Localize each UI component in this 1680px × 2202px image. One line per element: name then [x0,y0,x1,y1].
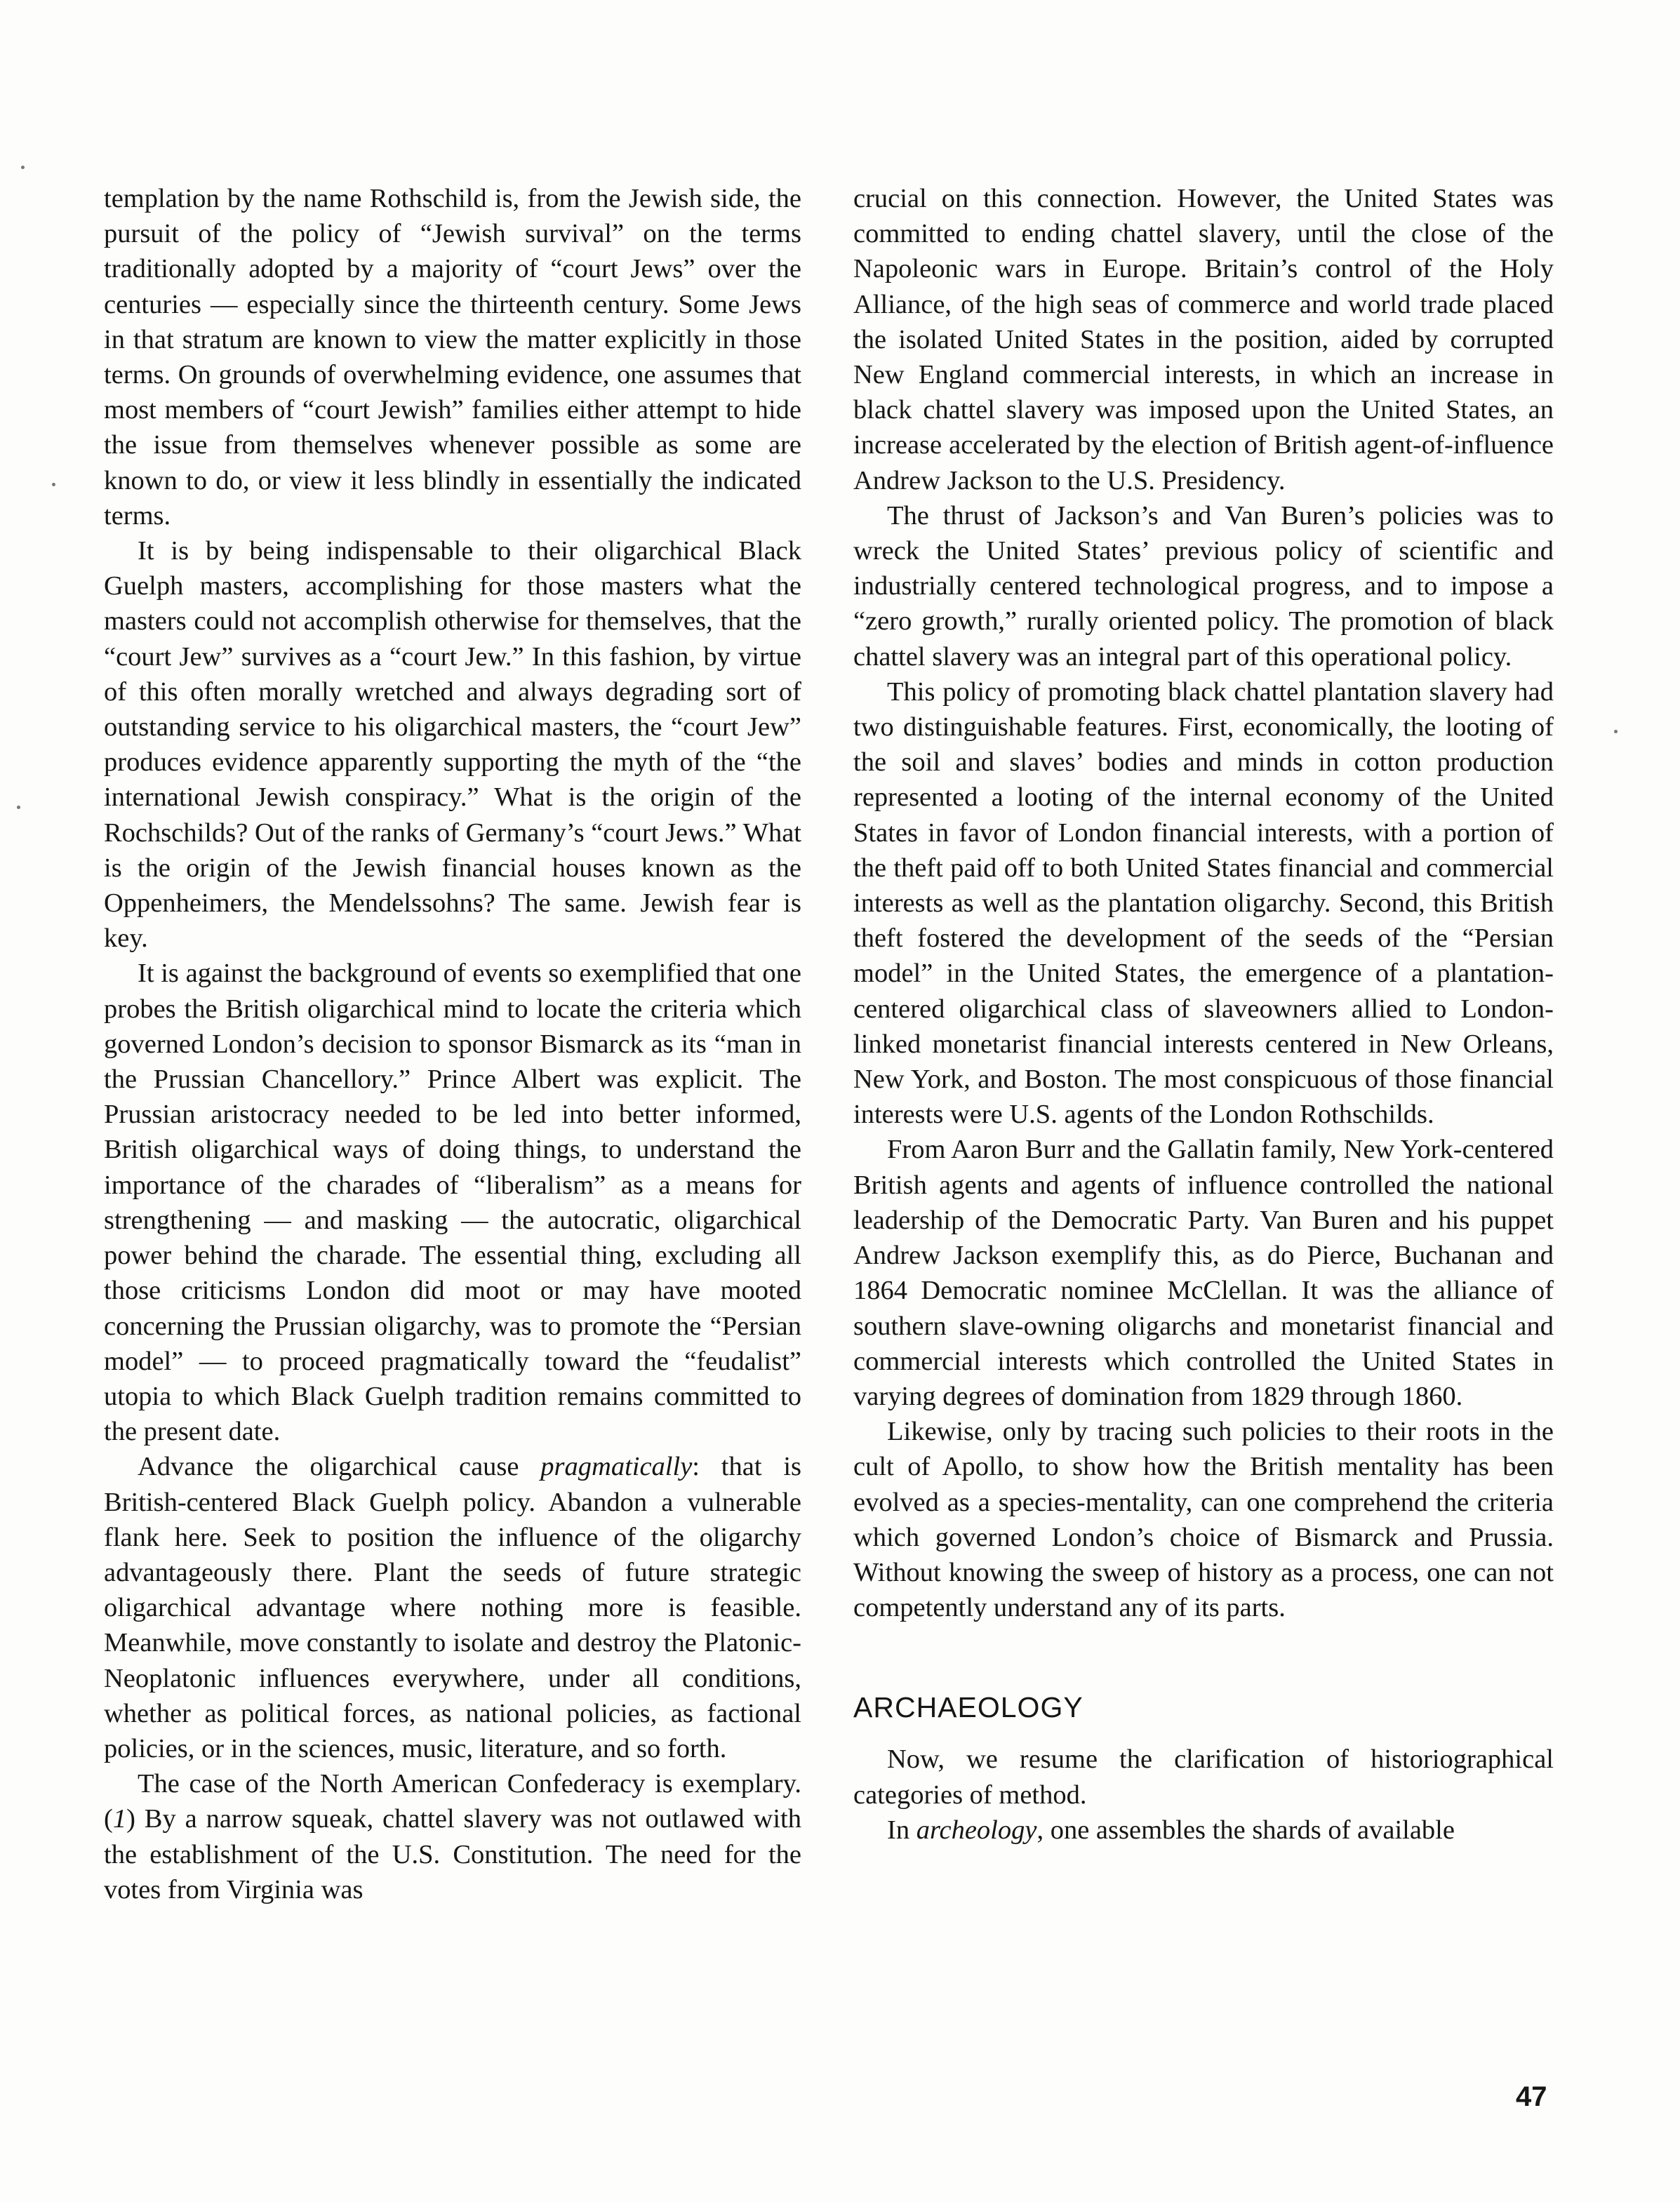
italic-text: archeology [916,1815,1037,1845]
text-run: : that is British-centered Black Guelph policy. Abandon a vulnerable flank here. Seek to position the influence of the oligarchy advantageously there. Plant the seeds of future strategic oligarchical advantage where nothing more is feasible. Meanwhile, move constantly to isolate and destroy the Platonic-Neoplatonic influences everywhere, under all conditions, whether as political forces, as national policies, as factional policies, or in the sciences, music, literature, and so forth. [104,1452,801,1763]
scan-speck [52,483,55,486]
scan-speck [17,806,20,809]
paragraph: It is by being indispensable to their oligarchical Black Guelph masters, accomplishing for those masters what the masters could not accomplish otherwise for themselves, that the “court Jew” survives as a “court Jew.” In this fashion, by virtue of this often morally wretched and always degrading sort of outstanding service to his oligarchical masters, the “court Jew” produces evidence apparently supporting the myth of the “the international Jewish conspiracy.” What is the origin of the Rochschilds? Out of the ranks of Germany’s “court Jews.” What is the origin of the Jewish financial houses known as the Oppenheimers, the Mendelssohns? The same. Jewish fear is key. [104,536,801,954]
scan-speck [21,166,25,169]
paragraph: Now, we resume the clarification of historiographical categories of method. [853,1744,1554,1810]
paragraph: crucial on this connection. However, the United States was committed to ending chattel slavery, until the close of the Napoleonic wars in Europe. Britain’s control of the Holy Alliance, of the high seas of commerce and world trade placed the isolated United States in the position, aided by corrupted New England commercial interests, in which an increase in black chattel slavery was imposed upon the United States, an increase accelerated by the election of British agent-of-influence Andrew Jackson to the U.S. Presidency. [853,184,1554,495]
left-column [104,181,801,1907]
paragraph: This policy of promoting black chattel plantation slavery had two distinguishable features. First, economically, the looting of the soil and slaves’ bodies and minds in cotton production represented a looting of the internal economy of the United States in favor of London financial interests, with a portion of the theft paid off to both United States financial and commercial interests as well as the plantation oligarchy. Second, this British theft fostered the development of the seeds of the “Persian model” in the United States, the emergence of a plantation-centered oligarchical class of slaveowners allied to London-linked monetarist financial interests centered in New Orleans, New York, and Boston. The most conspicuous of those financial interests were U.S. agents of the London Rothschilds. [853,676,1554,1130]
paragraph: It is against the background of events so exemplified that one probes the British oligarchical mind to locate the criteria which governed London’s decision to sponsor Bismarck as its “man in the Prussian Chancellory.” Prince Albert was explicit. The Prussian aristocracy needed to be led into better informed, British oligarchical ways of doing things, to understand the importance of the charades of “liberalism” as a means for strengthening — and masking — the autocratic, oligarchical power behind the charade. The essential thing, excluding all those criticisms London did moot or may have mooted concerning the Prussian oligarchy, was to promote the “Persian model” — to proceed pragmatically toward the “feudalist” utopia to which Black Guelph tradition remains committed to the present date. [104,959,801,1447]
text-run: ) By a narrow squeak, chattel slavery was not outlawed with the establishment of the U.S. Constitution. The need for the votes from Virginia was [104,1804,801,1904]
paragraph: templation by the name Rothschild is, from the Jewish side, the pursuit of the policy of “Jewish survival” on the terms traditionally adopted by a majority of “court Jews” over the centuries — especially since the thirteenth century. Some Jews in that stratum are known to view the matter explicitly in those terms. On grounds of overwhelming evidence, one assumes that most members of “court Jewish” families either attempt to hide the issue from themselves whenever possible as some are known to do, or view it less blindly in essentially the indicated terms. [104,184,801,531]
paragraph: Likewise, only by tracing such policies to their roots in the cult of Apollo, to show how the British mentality has been evolved as a species-mentality, can one comprehend the criteria which governed London’s choice of Bismarck and Prussia. Without knowing the sweep of history as a process, one can not competently understand any of its parts. [853,1417,1554,1623]
right-column [853,181,1554,1848]
text-run: Advance the oligarchical cause [138,1452,541,1482]
paragraph: From Aaron Burr and the Gallatin family, New York-centered British agents and agents of influence controlled the national leadership of the Democratic Party. Van Buren and his puppet Andrew Jackson exemplify this, as do Pierce, Buchanan and 1864 Democratic nominee McClellan. It was the alliance of southern slave-owning oligarchs and monetarist financial and commercial interests which controlled the United States in varying degrees of domination from 1829 through 1860. [853,1135,1554,1411]
text-run: The case of the North American Confederacy is exemplary. ( [104,1769,801,1834]
text-run: , one assembles the shards of available [1036,1815,1455,1845]
scan-speck [1614,730,1618,733]
paragraph: The thrust of Jackson’s and Van Buren’s policies was to wreck the United States’ previous policy of scientific and industrially centered technological progress, and to impose a “zero growth,” rurally oriented policy. The promotion of black chattel slavery was an integral part of this operational policy. [853,500,1554,672]
page-number: 47 [1516,2081,1547,2112]
paragraph [104,1766,801,1907]
italic-text: pragmatically [540,1452,693,1482]
paragraph [104,1449,801,1766]
text-run: In [887,1815,916,1845]
section-heading: ARCHAEOLOGY [853,1691,1084,1724]
paragraph [853,1813,1554,1848]
italic-text: 1 [112,1804,127,1834]
